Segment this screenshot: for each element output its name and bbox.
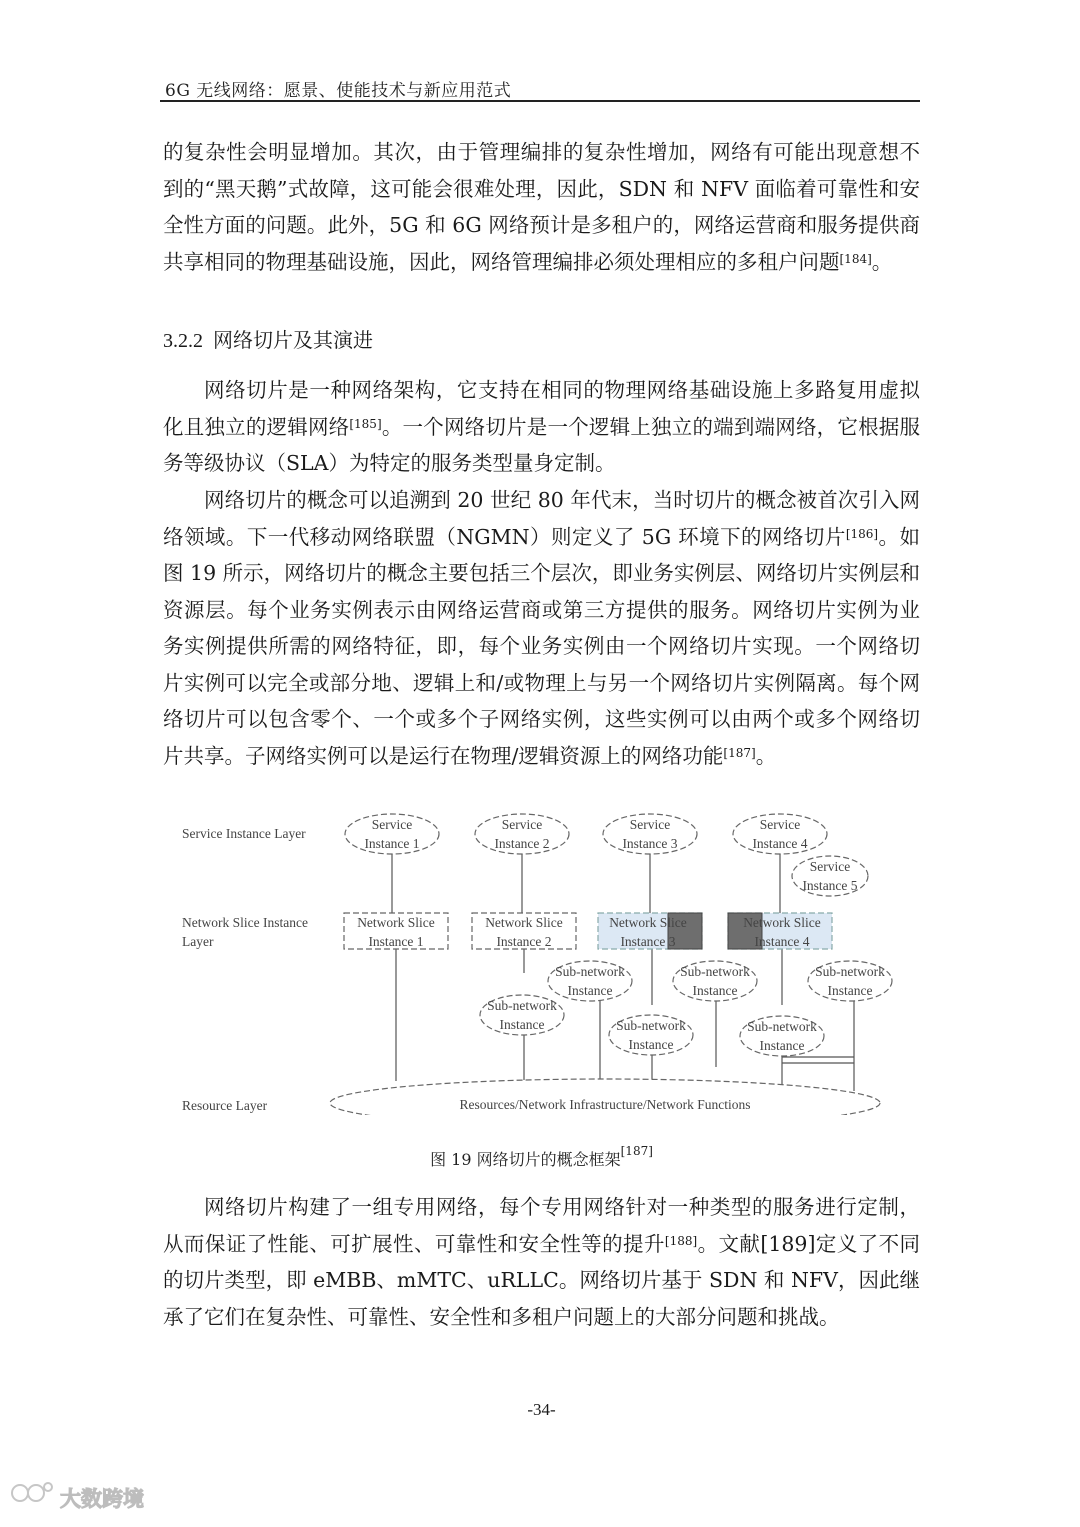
slice-instance-4: [728, 913, 832, 949]
header-rule: [160, 100, 920, 102]
service-instance-5: [792, 856, 868, 896]
paragraph-1: [163, 134, 920, 280]
service-instance-5-line1: Service: [809, 859, 851, 874]
section-title: 网络切片及其演进: [213, 328, 373, 352]
subnetwork-d-line2: Instance: [499, 1017, 545, 1032]
paragraph-3: [163, 482, 920, 774]
running-header: 6G 无线网络：愿景、使能技术与新应用范式: [165, 81, 512, 101]
paragraph-4-text: 网络切片构建了一组专用网络，每个专用网络针对一种类型的服务进行定制，从而保证了性能、可扩展性、可靠性和安全性等的提升: [163, 1195, 920, 1256]
caption-citation: [187]: [620, 1144, 653, 1158]
paragraph-1-end: 。: [871, 249, 893, 274]
slice-instance-4-line1: Network Slice: [743, 915, 821, 930]
section-number: 3.2.2: [163, 330, 203, 352]
service-instance-1-line2: Instance 1: [364, 836, 420, 851]
figure-caption-text: 图 19 网络切片的概念框架: [430, 1150, 621, 1169]
subnetwork-instance-c: [808, 961, 892, 1001]
subnetwork-c-line2: Instance: [827, 983, 873, 998]
citation-187: [187]: [723, 745, 756, 760]
subnetwork-instance-a: [548, 961, 632, 1001]
subnetwork-b-line2: Instance: [692, 983, 738, 998]
service-instance-2: [475, 814, 569, 854]
subnetwork-f-line1: Sub-network: [747, 1019, 817, 1034]
citation-186: [186]: [845, 526, 879, 541]
service-instance-4: [733, 814, 827, 854]
layer-label-service: Service Instance Layer: [182, 826, 306, 841]
service-instance-4-line2: Instance 4: [752, 836, 808, 851]
watermark-text: 大数跨境: [60, 1487, 144, 1511]
resource-layer-ellipse: [330, 1079, 880, 1115]
subnetwork-c-line1: Sub-network: [815, 964, 885, 979]
citation-188: [188]: [664, 1233, 698, 1248]
paragraph-3-middle: 。如图 19 所示，网络切片的概念主要包括三个层次，即业务实例层、网络切片实例层和资源层。每个业务实例表示由网络运营商或第三方提供的服务。网络切片实例为业务实例提供所需的网络特征，即，每个业务实例由一个网络切片实现。一个网络切片实例可以完全或部分地、逻辑上和/或物理上与另一个网络切片实例隔离。每个网络切片可以包含零个、一个或多个子网络实例，这些实例可以由两个或多个网络切片共享。子网络实例可以是运行在物理/逻辑资源上的网络功能: [163, 524, 921, 768]
subnetwork-f-line2: Instance: [759, 1038, 805, 1053]
paragraph-1-text: 的复杂性会明显增加。其次，由于管理编排的复杂性增加，网络有可能出现意想不到的“黑天鹅”式故障，这可能会很难处理，因此，SDN 和 NFV 面临着可靠性和安全性方面的问题。此外，5G 和 6G 网络预计是多租户的，网络运营商和服务提供商共享相同的物理基础设施，因此，网络管理编排必须处理相应的多租户问题: [163, 140, 920, 274]
paragraph-2: [163, 372, 920, 482]
slice-instance-1-line2: Instance 1: [368, 934, 424, 949]
subnetwork-instance-f: [740, 1016, 824, 1056]
slice-instance-2-line1: Network Slice: [485, 915, 563, 930]
slice-instance-1-line1: Network Slice: [357, 915, 435, 930]
subnetwork-a-line1: Sub-network: [555, 964, 625, 979]
citation-185: [185]: [349, 416, 382, 431]
resources-label: Resources/Network Infrastructure/Network Functions: [459, 1097, 751, 1112]
service-instance-5-line2: Instance 5: [802, 878, 858, 893]
page-number: -34-: [527, 1400, 556, 1419]
layer-label-slice-line2: Layer: [182, 934, 214, 949]
service-instance-4-line1: Service: [759, 817, 801, 832]
paragraph-4-end: 。文献[189]定义了不同的切片类型，即 eMBB、mMTC、uRLLC。网络切片基于 SDN 和 NFV，因此继承了它们在复杂性、可靠性、安全性和多租户问题上的大部分问题和挑战。: [163, 1231, 921, 1329]
subnetwork-e-line2: Instance: [628, 1037, 674, 1052]
slice-instance-3-line2: Instance 3: [620, 934, 676, 949]
figure-caption: [163, 1144, 920, 1170]
paragraph-3-end: 。: [755, 743, 777, 768]
subnetwork-b-line1: Sub-network: [680, 964, 750, 979]
paragraph-2-end: 。一个网络切片是一个逻辑上独立的端到端网络，它根据服务等级协议（SLA）为特定的服务类型量身定制。: [163, 414, 921, 475]
slice-instance-1: [344, 913, 448, 949]
subnetwork-instance-d: [480, 995, 564, 1035]
service-instance-1-line1: Service: [371, 817, 413, 832]
paragraph-4: [163, 1189, 920, 1335]
subnetwork-d-line1: Sub-network: [487, 998, 557, 1013]
service-instance-3: [603, 814, 697, 854]
slice-instance-2: [472, 913, 576, 949]
service-instance-3-line1: Service: [629, 817, 671, 832]
slice-instance-4-line2: Instance 4: [754, 934, 810, 949]
subnetwork-instance-e: [609, 1015, 693, 1055]
paragraph-3-text: 网络切片的概念可以追溯到 20 世纪 80 年代末，当时切片的概念被首次引入网络领域。下一代移动网络联盟（NGMN）则定义了 5G 环境下的网络切片: [163, 488, 920, 549]
service-instance-3-line2: Instance 3: [622, 836, 678, 851]
layer-label-slice-line1: Network Slice Instance: [182, 915, 308, 930]
slice-instance-3-line1: Network Slice: [609, 915, 687, 930]
watermark-logo-icon: [8, 1475, 56, 1511]
citation-184: [184]: [839, 251, 872, 266]
slice-instance-3: [598, 913, 702, 949]
watermark: [8, 1475, 168, 1515]
service-instance-2-line2: Instance 2: [494, 836, 550, 851]
layer-label-resource: Resource Layer: [182, 1098, 268, 1113]
figure-svg: [170, 805, 930, 1115]
subnetwork-instance-b: [673, 961, 757, 1001]
figure-network-slicing: [170, 805, 930, 1115]
section-heading: [163, 324, 373, 353]
service-instance-1: [345, 814, 439, 854]
slice-instance-2-line2: Instance 2: [496, 934, 552, 949]
subnetwork-e-line1: Sub-network: [616, 1018, 686, 1033]
paragraph-2-text: 网络切片是一种网络架构，它支持在相同的物理网络基础设施上多路复用虚拟化且独立的逻辑网络: [163, 378, 920, 439]
subnetwork-a-line2: Instance: [567, 983, 613, 998]
service-instance-2-line1: Service: [501, 817, 543, 832]
